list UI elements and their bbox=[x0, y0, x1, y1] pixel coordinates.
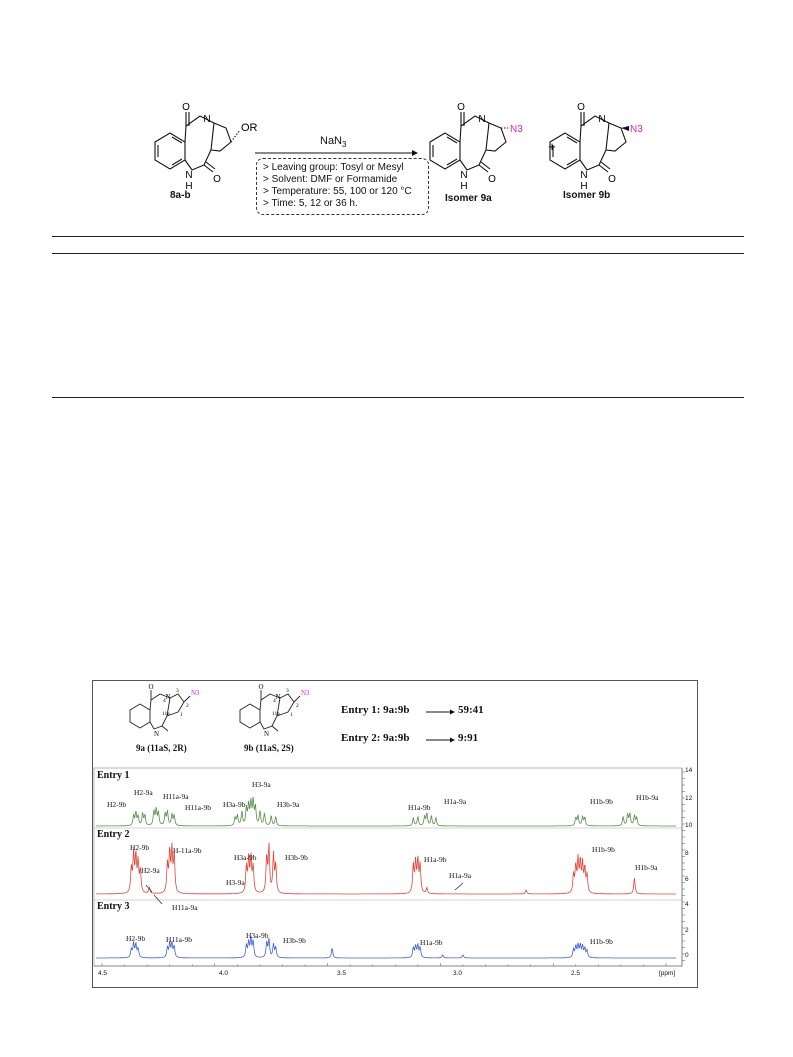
mini9b-n: N bbox=[275, 693, 281, 701]
e3-peak-h3b-9b: H3b-9b bbox=[283, 936, 306, 945]
entry-2-label: Entry 2 bbox=[97, 829, 130, 840]
e1-peak-h2-9b: H2-9b bbox=[107, 800, 127, 809]
p9b-azide: N3 bbox=[630, 124, 643, 135]
y-tick-2: 2 bbox=[685, 927, 689, 934]
table-top-rule bbox=[52, 236, 744, 237]
mini9a-nh: N bbox=[154, 730, 160, 738]
mini9b-c11a: 11a bbox=[272, 711, 280, 717]
e2-peak-h1a-9a: H1a-9a bbox=[449, 871, 472, 880]
reagent-label: NaN$_3$ bbox=[320, 135, 347, 150]
condition-temperature: > Temperature: 55, 100 or 120 °C bbox=[263, 186, 412, 197]
e1-peak-h1a-9a: H1a-9a bbox=[444, 797, 467, 806]
ratio-arrow-2-head bbox=[450, 738, 455, 743]
e3-peak-h3a-9b: H3a-9b bbox=[246, 931, 269, 940]
x-tick-4-0: 4.0 bbox=[219, 970, 229, 977]
mini9b-o: O bbox=[258, 683, 264, 691]
mini9a-azide: N3 bbox=[191, 689, 200, 697]
e2-peak-h3b-9b: H3b-9b bbox=[285, 853, 308, 862]
condition-time: > Time: 5, 12 or 36 h. bbox=[263, 198, 358, 209]
e3-peak-h1a-9b: H1a-9b bbox=[420, 938, 443, 947]
entry1-ratio-value: 59:41 bbox=[458, 704, 484, 716]
e2-peak-h3-9a: H3-9a bbox=[226, 878, 245, 887]
x-tick-2-5: 2.5 bbox=[571, 970, 581, 977]
p9b-o-top: O bbox=[577, 102, 585, 113]
table-bottom-rule bbox=[52, 397, 744, 398]
p9b-nh-h: H bbox=[580, 181, 588, 192]
nh-n: N bbox=[185, 170, 193, 181]
y-tick-4: 4 bbox=[685, 901, 689, 908]
e2-peak-h3a-9b: H3a-9b bbox=[234, 853, 257, 862]
p9a-n: N bbox=[478, 114, 486, 125]
e2-peak-h1a-9b: H1a-9b bbox=[424, 855, 447, 864]
p9a-nh-h: H bbox=[460, 181, 468, 192]
nh-h: H bbox=[185, 181, 193, 192]
e2-peak-h-11a-9b: H-11a-9b bbox=[173, 846, 202, 855]
mini9b-c4: 4 bbox=[273, 698, 276, 704]
product-9b-structure bbox=[550, 112, 626, 172]
or-substituent: OR bbox=[241, 122, 258, 134]
mini9a-o: O bbox=[148, 683, 154, 691]
y-tick-6: 6 bbox=[685, 876, 689, 883]
e1-peak-h3b-9a: H3b-9a bbox=[277, 800, 300, 809]
starting-material-structure bbox=[155, 112, 240, 172]
mini-structure-9a bbox=[130, 690, 190, 731]
mini9a-c1: 1 bbox=[180, 712, 183, 718]
e2-peak-h1b-9a: H1b-9a bbox=[635, 863, 658, 872]
e1-peak-h11a-9a: H11a-9a bbox=[163, 792, 189, 801]
mini9b-c3: 3 bbox=[286, 688, 289, 694]
y-tick-0: 0 bbox=[685, 952, 689, 959]
mini9a-n: N bbox=[165, 693, 171, 701]
mini-structure-9b bbox=[240, 690, 300, 731]
mini9b-azide: N3 bbox=[301, 689, 310, 697]
condition-leaving-group: > Leaving group: Tosyl or Mesyl bbox=[263, 162, 404, 173]
product-9a-structure bbox=[430, 112, 508, 172]
mini9b-nh: N bbox=[264, 730, 270, 738]
e2-peak-h11a-9a: H11a-9a bbox=[172, 903, 198, 912]
e1-peak-h2-9a: H2-9a bbox=[134, 788, 153, 797]
amide-n: N bbox=[203, 114, 211, 125]
mini9a-c3: 3 bbox=[176, 688, 179, 694]
e3-peak-h2-9b: H2-9b bbox=[126, 934, 146, 943]
y-tick-10: 10 bbox=[685, 822, 693, 829]
mini9a-c2: 2 bbox=[186, 703, 189, 709]
entry2-ratio-value: 9:91 bbox=[458, 732, 479, 744]
p9b-n: N bbox=[598, 114, 606, 125]
y-tick-8: 8 bbox=[685, 850, 689, 857]
start-material-label: 8a-b bbox=[170, 190, 191, 201]
e1-peak-h3-9a: H3-9a bbox=[252, 780, 271, 789]
p9a-o-top: O bbox=[457, 102, 465, 113]
mini9a-c11a: 11a bbox=[162, 711, 170, 717]
x-tick-3-0: 3.0 bbox=[453, 970, 463, 977]
p9b-o-bottom: O bbox=[608, 174, 616, 185]
x-axis-unit: [ppm] bbox=[659, 970, 676, 977]
e3-peak-h1b-9b: H1b-9b bbox=[590, 937, 613, 946]
e1-peak-h11a-9b: H11a-9b bbox=[185, 803, 211, 812]
p9a-o-bottom: O bbox=[488, 174, 496, 185]
label-9b-stereo: 9b (11aS, 2S) bbox=[244, 743, 294, 753]
label-9a-stereo: 9a (11aS, 2R) bbox=[136, 743, 187, 753]
p9a-nh-n: N bbox=[460, 170, 468, 181]
ratio-arrow-1-head bbox=[450, 710, 455, 715]
entry-1-label: Entry 1 bbox=[97, 770, 130, 781]
product-9b-label: Isomer 9b bbox=[563, 190, 611, 201]
x-tick-3-5: 3.5 bbox=[337, 970, 347, 977]
y-tick-12: 12 bbox=[685, 795, 693, 802]
p9b-nh-n: N bbox=[580, 170, 588, 181]
entry2-ratio-label: Entry 2: 9a:9b bbox=[341, 732, 410, 744]
e1-peak-h1a-9b: H1a-9b bbox=[408, 803, 431, 812]
entry-3-label: Entry 3 bbox=[97, 901, 130, 912]
arrow-head bbox=[412, 150, 418, 156]
x-tick-4-5: 4.5 bbox=[98, 970, 108, 977]
e1-peak-h1b-9a: H1b-9a bbox=[636, 793, 659, 802]
carbonyl-o-top: O bbox=[182, 102, 190, 113]
mini9b-c2: 2 bbox=[296, 703, 299, 709]
e2-peak-h2-9b: H2-9b bbox=[130, 843, 150, 852]
e2-peak-h2-9a: H2-9a bbox=[141, 866, 160, 875]
e1-peak-h3a-9b: H3a-9b bbox=[223, 800, 246, 809]
e2-peak-h1b-9b: H1b-9b bbox=[592, 845, 615, 854]
carbonyl-o-bottom: O bbox=[213, 174, 221, 185]
mini9a-c4: 4 bbox=[163, 698, 166, 704]
conditions-box bbox=[256, 158, 429, 215]
mini9b-c1: 1 bbox=[290, 712, 293, 718]
product-9a-label: Isomer 9a bbox=[445, 193, 492, 204]
e1-peak-h1b-9b: H1b-9b bbox=[590, 797, 613, 806]
entry1-ratio-label: Entry 1: 9a:9b bbox=[341, 704, 410, 716]
condition-solvent: > Solvent: DMF or Formamide bbox=[263, 174, 398, 185]
e3-peak-h11a-9b: H11a-9b bbox=[166, 935, 192, 944]
plus-sign: + bbox=[548, 139, 556, 154]
p9a-azide: N3 bbox=[510, 124, 523, 135]
y-tick-14: 14 bbox=[685, 767, 693, 774]
table-header-rule bbox=[52, 253, 744, 254]
